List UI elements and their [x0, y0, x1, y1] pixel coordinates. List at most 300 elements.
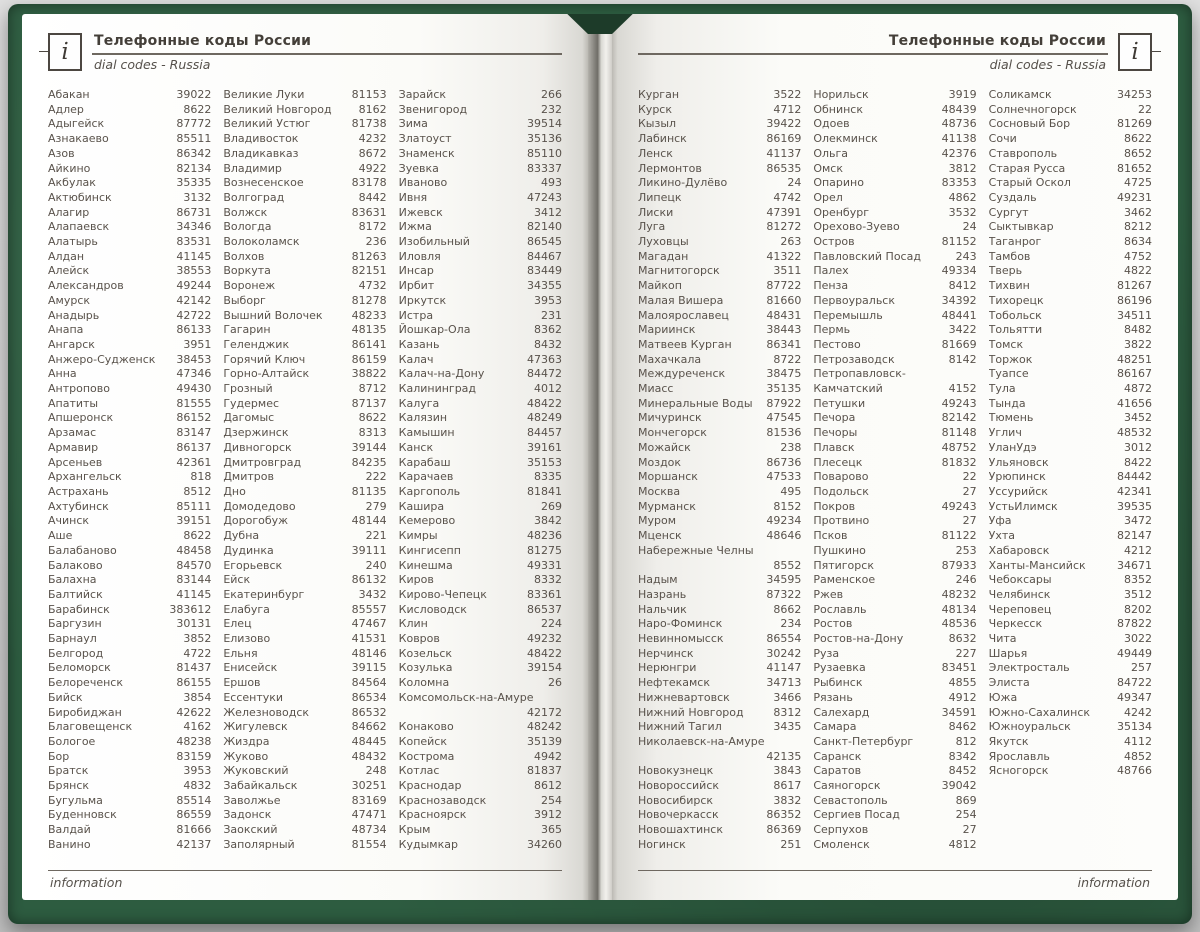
dial-code: 48439	[941, 102, 977, 116]
dial-code: 263	[780, 235, 802, 249]
city-name: Плесецк	[813, 455, 863, 469]
dial-code: 812	[955, 734, 977, 748]
dial-code	[973, 367, 977, 382]
dial-code: 3012	[1123, 440, 1152, 454]
dial-code: 86369	[766, 823, 802, 837]
city-name: Набережные Челны	[638, 543, 754, 557]
city-name: Ижевск	[398, 205, 443, 219]
code-row	[223, 514, 386, 529]
code-row	[223, 132, 386, 147]
code-row	[638, 470, 801, 485]
code-row	[638, 176, 801, 191]
dial-code: 279	[365, 499, 387, 513]
dial-code: 86167	[1116, 367, 1152, 381]
city-name: Дмитров	[223, 470, 274, 484]
code-row	[989, 573, 1152, 588]
city-name: Можайск	[638, 440, 691, 454]
dial-code: 86155	[176, 676, 212, 690]
city-name: Черкесск	[988, 617, 1043, 631]
dial-code: 26	[547, 676, 562, 690]
dial-code: 85511	[176, 132, 212, 146]
city-name: Ачинск	[48, 514, 90, 528]
open-pages	[22, 14, 1178, 900]
dial-code: 3822	[1123, 337, 1152, 351]
code-row	[989, 338, 1152, 353]
dial-codes-table-right	[638, 88, 1152, 853]
city-name: Козулька	[398, 661, 453, 675]
city-name: Таганрог	[988, 235, 1042, 249]
dial-code: 49243	[941, 499, 977, 513]
dial-code: 8432	[533, 337, 562, 351]
code-row	[223, 367, 386, 382]
dial-code: 39535	[1116, 499, 1152, 513]
code-row	[813, 823, 976, 838]
city-name: Протвино	[813, 514, 870, 528]
dial-code: 84472	[526, 367, 562, 381]
page-left-header	[48, 32, 562, 78]
code-row	[223, 706, 386, 721]
dial-code: 39514	[526, 117, 562, 131]
code-row	[399, 514, 562, 529]
dial-code: 41656	[1116, 396, 1152, 410]
code-row	[223, 838, 386, 853]
dial-code: 47471	[351, 808, 387, 822]
dial-code: 3435	[773, 720, 802, 734]
dial-code: 34346	[176, 220, 212, 234]
dial-code: 87322	[766, 587, 802, 601]
city-name: Калязин	[398, 411, 448, 425]
dial-code: 8332	[533, 573, 562, 587]
city-name: Ростов-на-Дону	[813, 632, 904, 646]
page-left-footer: information	[48, 870, 562, 890]
code-row	[48, 426, 211, 441]
code-row	[813, 88, 976, 103]
city-name: Дорогобуж	[223, 514, 289, 528]
city-name: Уссурийск	[988, 484, 1048, 498]
code-row	[813, 750, 976, 765]
city-name: Череповец	[988, 602, 1052, 616]
dial-code: 81666	[176, 823, 212, 837]
dial-code: 86133	[176, 323, 212, 337]
code-row	[48, 617, 211, 632]
code-row	[813, 559, 976, 574]
city-name: Малоярославец	[638, 308, 729, 322]
code-row	[638, 750, 801, 765]
city-name: Гагарин	[223, 323, 271, 337]
dial-code: 48135	[351, 323, 387, 337]
code-row	[813, 603, 976, 618]
code-row	[638, 279, 801, 294]
code-row	[813, 367, 976, 382]
dial-code	[797, 735, 801, 750]
dial-code: 34595	[766, 573, 802, 587]
code-row	[813, 338, 976, 353]
dial-code: 83449	[526, 264, 562, 278]
dial-code: 3951	[183, 337, 212, 351]
city-name: Ахтубинск	[48, 499, 109, 513]
dial-code: 87137	[351, 396, 387, 410]
city-name: Алапаевск	[48, 220, 110, 234]
dial-code: 34591	[941, 705, 977, 719]
city-name: Елизово	[223, 632, 271, 646]
code-row	[989, 485, 1152, 500]
dial-code: 227	[955, 646, 977, 660]
dial-code: 47363	[526, 352, 562, 366]
code-row	[989, 147, 1152, 162]
city-name: Бор	[48, 749, 70, 763]
code-row	[48, 250, 211, 265]
city-name: Лиски	[638, 205, 674, 219]
city-name: Айкино	[48, 161, 91, 175]
city-name: Адыгейск	[48, 117, 105, 131]
dial-code: 48432	[351, 749, 387, 763]
dial-code: 81555	[176, 396, 212, 410]
code-row	[223, 191, 386, 206]
code-row	[223, 264, 386, 279]
city-name: Серпухов	[813, 823, 869, 837]
dial-code: 84570	[176, 558, 212, 572]
code-row	[48, 103, 211, 118]
page-right-footer: information	[638, 870, 1152, 890]
dial-code: 266	[540, 88, 562, 101]
city-name: Тобольск	[988, 308, 1042, 322]
code-row	[48, 191, 211, 206]
city-name: Балахна	[48, 573, 97, 587]
code-row	[989, 632, 1152, 647]
code-row	[813, 294, 976, 309]
code-row	[399, 485, 562, 500]
city-name: Луховцы	[638, 235, 689, 249]
city-name: УстьИлимск	[988, 499, 1058, 513]
dial-code: 8622	[1123, 132, 1152, 146]
dial-code: 47545	[766, 411, 802, 425]
dial-code: 4112	[1123, 734, 1152, 748]
dial-code: 81275	[526, 543, 562, 557]
code-row	[813, 514, 976, 529]
city-name: Хабаровск	[988, 543, 1050, 557]
code-row	[813, 103, 976, 118]
dial-code: 48249	[526, 411, 562, 425]
city-name: Муром	[638, 514, 677, 528]
dial-code: 86736	[766, 455, 802, 469]
code-row	[638, 559, 801, 574]
city-name: Ижма	[398, 220, 432, 234]
city-name: Кызыл	[638, 117, 677, 131]
code-row	[813, 808, 976, 823]
code-row	[399, 456, 562, 471]
dial-code: 48242	[526, 720, 562, 734]
city-name: Ленск	[638, 146, 673, 160]
dial-code: 4862	[948, 190, 977, 204]
code-row	[638, 632, 801, 647]
city-name: Печора	[813, 411, 856, 425]
city-name: Вышний Волочек	[223, 308, 323, 322]
dial-code	[797, 544, 801, 559]
dial-code: 83178	[351, 176, 387, 190]
code-row	[989, 162, 1152, 177]
dial-code: 3919	[948, 88, 977, 101]
book-cover	[8, 4, 1192, 924]
city-name: Анапа	[48, 323, 84, 337]
code-row	[638, 661, 801, 676]
code-row	[638, 147, 801, 162]
dial-code: 86537	[526, 602, 562, 616]
code-row	[989, 411, 1152, 426]
code-row	[813, 191, 976, 206]
city-name: Акбулак	[48, 176, 96, 190]
code-row	[989, 117, 1152, 132]
dial-code: 4012	[533, 382, 562, 396]
city-name: Майкоп	[638, 279, 682, 293]
code-row	[399, 544, 562, 559]
city-name: Иловля	[398, 249, 441, 263]
code-row	[638, 88, 801, 103]
code-row	[638, 338, 801, 353]
code-row	[638, 823, 801, 838]
code-row	[638, 603, 801, 618]
city-name: Звенигород	[398, 102, 468, 116]
dial-code: 49231	[1116, 190, 1152, 204]
code-row	[813, 588, 976, 603]
code-row	[223, 176, 386, 191]
city-name: Амурск	[48, 293, 91, 307]
code-row	[48, 720, 211, 735]
city-name: Азов	[48, 146, 75, 160]
city-name: Камчатский	[813, 382, 883, 396]
dial-code: 3412	[533, 205, 562, 219]
city-name: Великий Устюг	[223, 117, 311, 131]
dial-code: 49244	[176, 279, 212, 293]
city-name: Крым	[398, 823, 431, 837]
code-row	[48, 147, 211, 162]
code-row	[48, 779, 211, 794]
city-name: Тверь	[988, 264, 1023, 278]
city-name: Москва	[638, 484, 681, 498]
dial-code: 246	[955, 573, 977, 587]
city-name: Балаково	[48, 558, 103, 572]
code-row	[638, 191, 801, 206]
dial-code: 8313	[358, 426, 387, 440]
dial-code: 81135	[351, 484, 387, 498]
dial-code: 48144	[351, 514, 387, 528]
code-row	[813, 632, 976, 647]
code-row	[48, 176, 211, 191]
dial-code: 82142	[941, 411, 977, 425]
dial-code	[558, 691, 562, 706]
code-row	[399, 559, 562, 574]
dial-code: 83361	[526, 587, 562, 601]
code-row	[989, 132, 1152, 147]
code-row	[48, 470, 211, 485]
dial-code: 3422	[948, 323, 977, 337]
code-row	[989, 647, 1152, 662]
code-row	[223, 294, 386, 309]
code-row	[223, 162, 386, 177]
dial-code: 4912	[948, 690, 977, 704]
code-row	[399, 691, 562, 706]
dial-code: 48766	[1116, 764, 1152, 778]
code-row	[48, 235, 211, 250]
dial-code: 39422	[766, 117, 802, 131]
dial-code: 8462	[948, 720, 977, 734]
page-subtitle: dial codes - Russia	[989, 57, 1106, 72]
dial-code: 49430	[176, 382, 212, 396]
code-row	[223, 353, 386, 368]
city-name: Нижний Новгород	[638, 705, 744, 719]
dial-code: 3842	[533, 514, 562, 528]
city-name: Челябинск	[988, 587, 1051, 601]
city-name: Коломна	[398, 676, 450, 690]
dial-code: 81153	[351, 88, 387, 101]
dial-code: 8172	[358, 220, 387, 234]
dial-code: 47391	[766, 205, 802, 219]
dial-code: 49334	[941, 264, 977, 278]
city-name: Электросталь	[988, 661, 1070, 675]
dial-code: 4232	[358, 132, 387, 146]
dial-code: 81837	[526, 764, 562, 778]
dial-code: 84235	[351, 455, 387, 469]
code-row	[989, 676, 1152, 691]
city-name: Магнитогорск	[638, 264, 720, 278]
dial-code: 8652	[1123, 146, 1152, 160]
dial-code: 8202	[1123, 602, 1152, 616]
code-row	[638, 411, 801, 426]
code-row	[813, 264, 976, 279]
code-row	[813, 764, 976, 779]
city-name: Луга	[638, 220, 666, 234]
dial-code: 41145	[176, 249, 212, 263]
city-name: Урюпинск	[988, 470, 1046, 484]
dial-code: 869	[955, 793, 977, 807]
city-name: Сергиев Посад	[813, 808, 900, 822]
city-name: Мурманск	[638, 499, 696, 513]
city-name: Тюмень	[988, 411, 1034, 425]
dial-code: 83159	[176, 749, 212, 763]
city-name: Изобильный	[398, 235, 470, 249]
dial-code: 24	[962, 220, 977, 234]
city-name: Обнинск	[813, 102, 863, 116]
code-row	[48, 485, 211, 500]
city-name: Валдай	[48, 823, 91, 837]
city-name: Новокузнецк	[638, 764, 714, 778]
dial-code: 8452	[948, 764, 977, 778]
code-row	[399, 588, 562, 603]
city-name: Курск	[638, 102, 672, 116]
dial-code: 4725	[1123, 176, 1152, 190]
code-row	[48, 264, 211, 279]
city-name: Назрань	[638, 587, 687, 601]
dial-code: 48233	[351, 308, 387, 322]
city-name: Ярославль	[988, 749, 1050, 763]
city-name: Рыбинск	[813, 676, 863, 690]
dial-code: 39144	[351, 440, 387, 454]
code-row	[399, 647, 562, 662]
code-row	[48, 559, 211, 574]
city-name: Иваново	[398, 176, 448, 190]
city-name: Кострома	[398, 749, 455, 763]
code-row	[223, 456, 386, 471]
code-row	[48, 823, 211, 838]
code-row	[223, 779, 386, 794]
city-name: Канск	[398, 440, 434, 454]
code-row	[813, 529, 976, 544]
dial-code: 4852	[1123, 749, 1152, 763]
city-name: Анна	[48, 367, 77, 381]
city-name: Томск	[988, 337, 1024, 351]
city-name: Надым	[638, 573, 678, 587]
code-row	[989, 500, 1152, 515]
dial-code: 8412	[948, 279, 977, 293]
city-name: Саяногорск	[813, 779, 881, 793]
code-row	[813, 647, 976, 662]
city-name: Углич	[988, 426, 1022, 440]
city-name: Бийск	[48, 690, 83, 704]
code-row	[638, 573, 801, 588]
code-row	[223, 529, 386, 544]
code-row	[399, 220, 562, 235]
code-row	[638, 323, 801, 338]
city-name: Орел	[813, 190, 843, 204]
dial-code: 495	[780, 484, 802, 498]
code-row	[48, 544, 211, 559]
city-name: Баргузин	[48, 617, 102, 631]
code-row	[638, 808, 801, 823]
city-name: Нижний Тагил	[638, 720, 722, 734]
code-row	[48, 397, 211, 412]
code-row	[638, 779, 801, 794]
dial-code: 8632	[948, 632, 977, 646]
city-name: Йошкар-Ола	[398, 323, 471, 337]
dial-code: 4832	[183, 779, 212, 793]
city-name: Заполярный	[223, 837, 295, 851]
city-name: Ставрополь	[988, 146, 1058, 160]
code-row	[399, 720, 562, 735]
city-name: Заокский	[223, 823, 278, 837]
city-name: Кисловодск	[398, 602, 467, 616]
code-row	[223, 397, 386, 412]
dial-code: 41531	[351, 632, 387, 646]
dial-code: 48736	[941, 117, 977, 131]
city-name: Карабаш	[398, 455, 451, 469]
city-name: Гудермес	[223, 396, 280, 410]
code-row	[48, 367, 211, 382]
dial-code: 38553	[176, 264, 212, 278]
city-name: Архангельск	[48, 470, 122, 484]
code-row	[399, 411, 562, 426]
dial-code: 3432	[358, 587, 387, 601]
dial-code: 3022	[1123, 632, 1152, 646]
city-name: Дзержинск	[223, 426, 289, 440]
city-name: Волгоград	[223, 190, 285, 204]
code-row	[638, 441, 801, 456]
dial-code: 81660	[766, 293, 802, 307]
code-row	[48, 838, 211, 853]
code-row	[223, 794, 386, 809]
city-name: Киров	[398, 573, 434, 587]
city-name: Анжеро-Судженск	[48, 352, 156, 366]
city-name: Елабуга	[223, 602, 270, 616]
dial-code: 3852	[183, 632, 212, 646]
city-name: Зима	[398, 117, 428, 131]
dial-code: 85111	[176, 499, 212, 513]
city-name: Нерчинск	[638, 646, 694, 660]
code-row	[638, 367, 801, 382]
dial-code: 47467	[351, 617, 387, 631]
dial-code: 3132	[183, 190, 212, 204]
page-right	[612, 14, 1178, 900]
dial-code: 30242	[766, 646, 802, 660]
code-row	[638, 617, 801, 632]
